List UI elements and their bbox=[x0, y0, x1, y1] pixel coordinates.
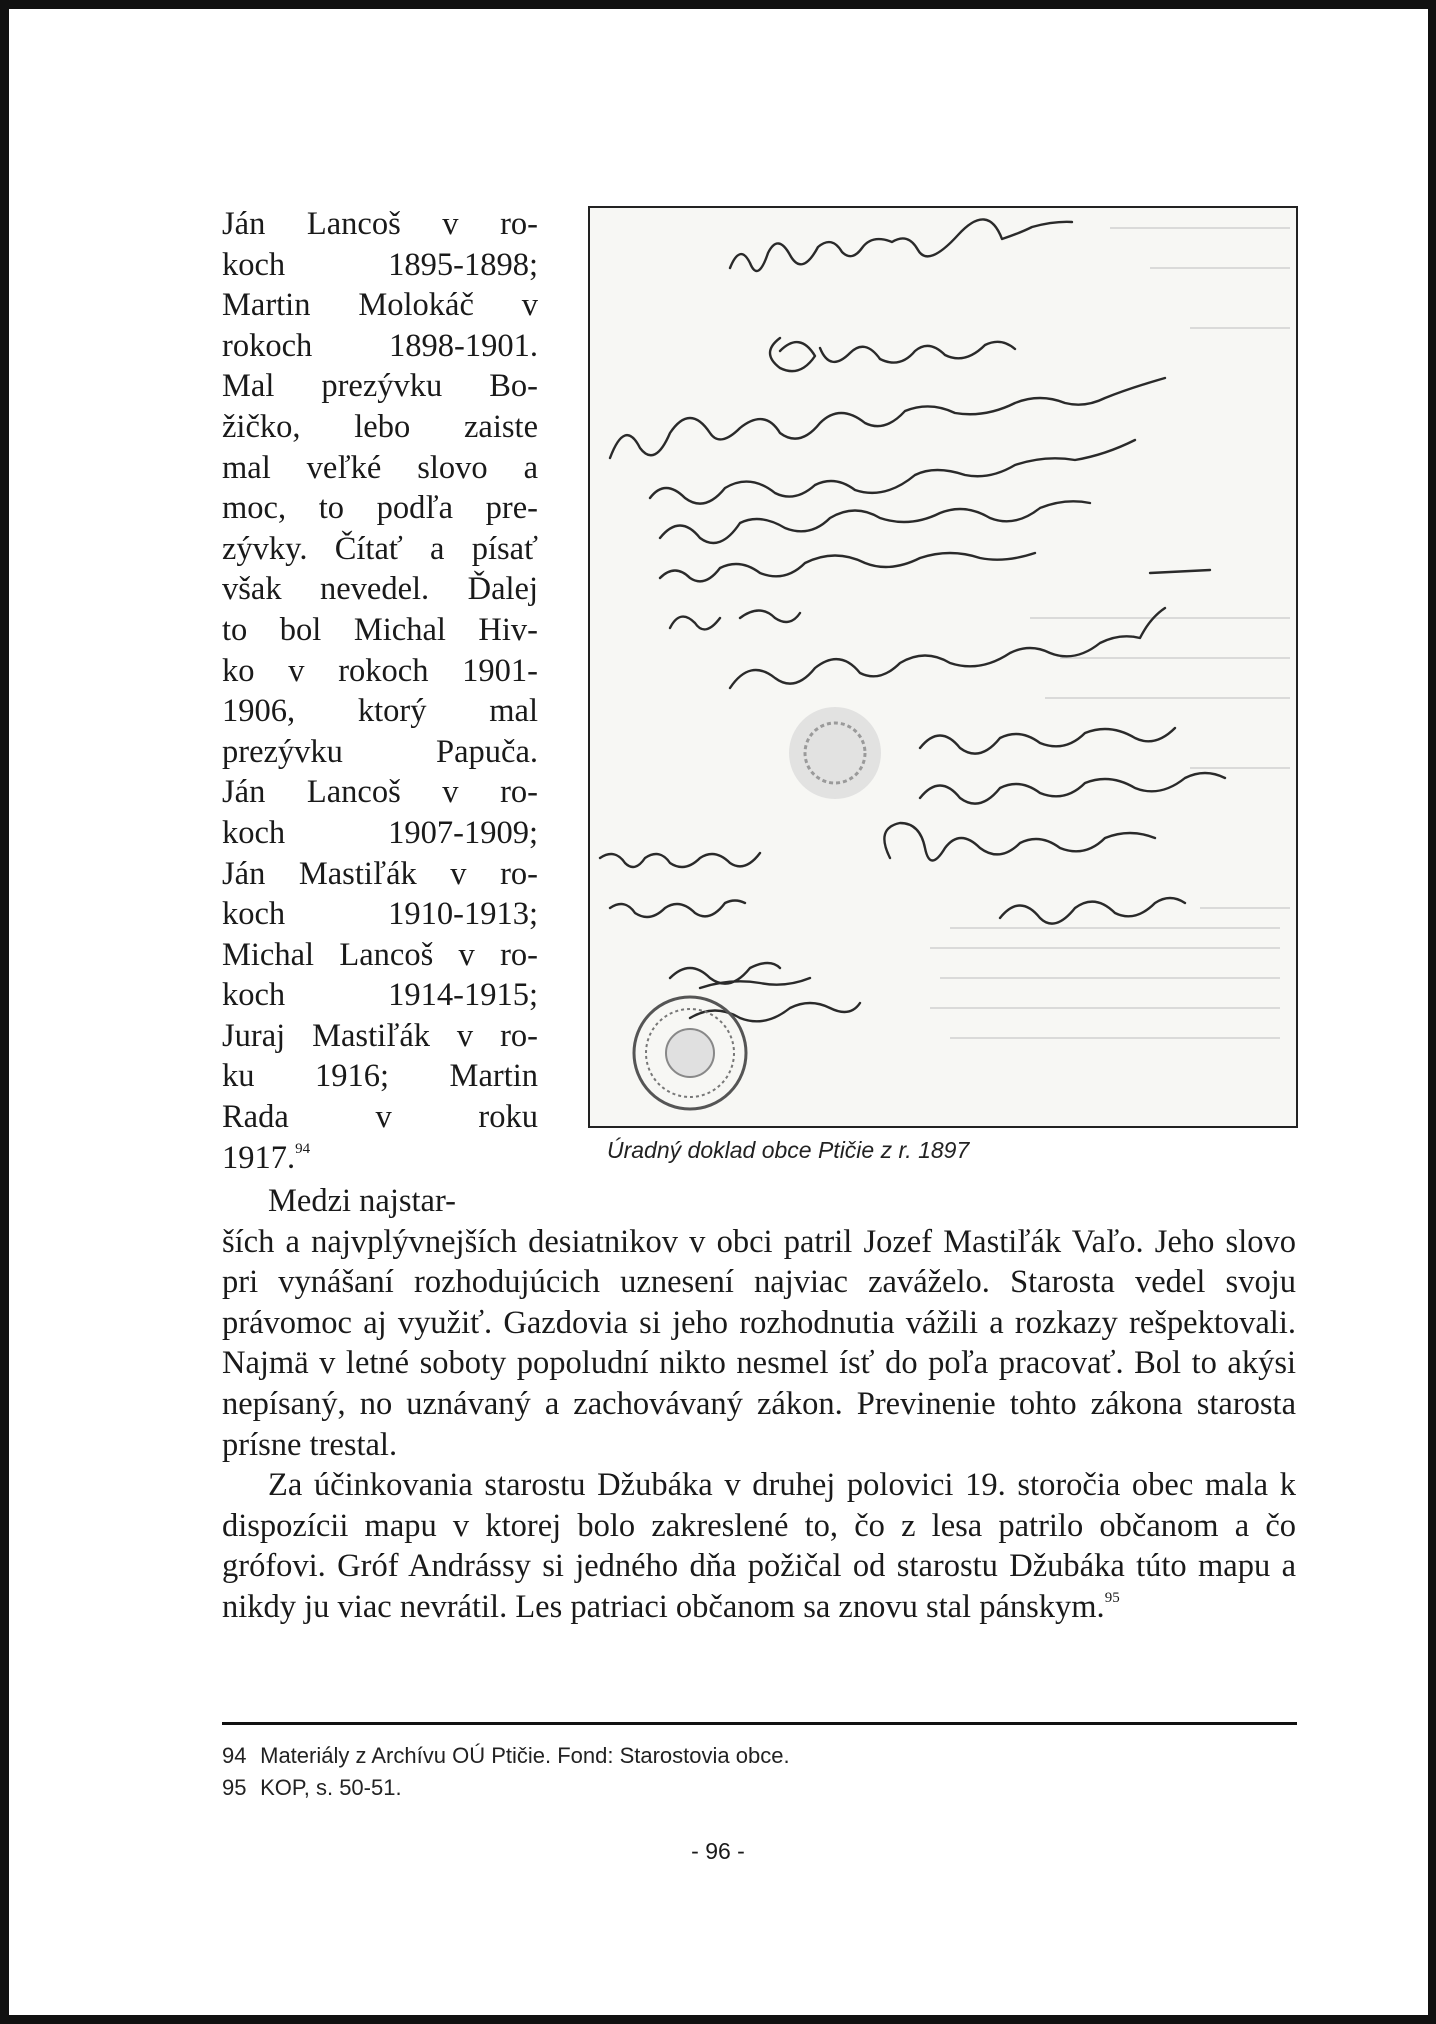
side-line: moc, to podľa pre- bbox=[222, 490, 538, 527]
footnote bbox=[222, 1740, 790, 1772]
side-line: žičko, lebo zaiste bbox=[222, 408, 538, 445]
footnote-separator bbox=[222, 1722, 1297, 1725]
side-line-last bbox=[222, 1138, 538, 1179]
footnote-ref-94: 94 bbox=[295, 1140, 311, 1157]
side-line: Juraj Mastiľák v ro- bbox=[222, 1017, 538, 1054]
side-line: Ján Lancoš v ro- bbox=[222, 774, 538, 811]
footnotes bbox=[222, 1740, 790, 1804]
side-column-text bbox=[222, 204, 538, 1178]
paragraph-1: ších a najvplývnejších desiatnikov v obci patril Jozef Mastiľák Vaľo. Jeho slovo pri vynášaní rozhodujúcich uznesení najviac zaváželo. Starosta vedel svoju právomoc aj využiť. Gazdovia si jeho rozhodnutia vážili a rozkazy rešpektovali. Najmä v letné soboty popoludní nikto nesmel ísť do poľa pracovať. Bol to akýsi nepísaný, no uznávaný a zachovávaný zákon. Previnenie tohto zákona starosta prísne trestal. bbox=[222, 1223, 1296, 1463]
side-line: Ján Mastiľák v ro- bbox=[222, 855, 538, 892]
side-line: koch 1910-1913; bbox=[222, 896, 538, 933]
side-line: prezývku Papuča. bbox=[222, 733, 538, 770]
side-line: ko v rokoch 1901- bbox=[222, 652, 538, 689]
side-line: koch 1914-1915; bbox=[222, 977, 538, 1014]
side-line: Mal prezývku Bo- bbox=[222, 368, 538, 405]
handwritten-document-illustration bbox=[590, 208, 1296, 1126]
side-line: Rada v roku bbox=[222, 1099, 538, 1136]
figure-caption: Úradný doklad obce Ptičie z r. 1897 bbox=[607, 1137, 970, 1163]
side-line: však nevedel. Ďalej bbox=[222, 571, 538, 608]
paragraph-2-text: Za účinkovania starostu Džubáka v druhej polovici 19. storočia obec mala k dispozícii mapu v ktorej bolo zakreslené to, čo z lesa patrilo občanom a čo grófovi. Gróf Andrássy si jedného dňa požičal od starostu Džubáka túto mapu a nikdy ju viac nevrátil. Les patriaci občanom sa znovu stal pánskym. bbox=[222, 1467, 1296, 1625]
side-line: ku 1916; Martin bbox=[222, 1058, 538, 1095]
side-line: zývky. Čítať a písať bbox=[222, 530, 538, 567]
footnote bbox=[222, 1772, 790, 1804]
footnote-text: KOP, s. 50-51. bbox=[260, 1775, 402, 1800]
footnote-number: 95 bbox=[222, 1775, 247, 1800]
side-line: koch 1907-1909; bbox=[222, 814, 538, 851]
side-line: rokoch 1898-1901. bbox=[222, 327, 538, 364]
page-number: - 96 - bbox=[691, 1838, 745, 1864]
side-last-text: 1917. bbox=[222, 1139, 296, 1176]
side-line: to bol Michal Hiv- bbox=[222, 611, 538, 648]
side-line: Martin Molokáč v bbox=[222, 287, 538, 324]
footnote-ref-95: 95 bbox=[1104, 1589, 1120, 1606]
footnote-text: Materiály z Archívu OÚ Ptičie. Fond: Starostovia obce. bbox=[260, 1743, 790, 1768]
paragraph-1-start: Medzi najstar- bbox=[268, 1183, 456, 1219]
side-line: mal veľké slovo a bbox=[222, 449, 538, 486]
side-line: 1906, ktorý mal bbox=[222, 693, 538, 730]
side-line: Michal Lancoš v ro- bbox=[222, 936, 538, 973]
seal-upper bbox=[789, 707, 881, 799]
side-line: koch 1895-1898; bbox=[222, 246, 538, 283]
document-image bbox=[588, 206, 1298, 1128]
side-line: Ján Lancoš v ro- bbox=[222, 206, 538, 242]
footnote-number: 94 bbox=[222, 1743, 247, 1768]
main-text bbox=[222, 1181, 1296, 1628]
paragraph-2 bbox=[222, 1465, 1296, 1627]
